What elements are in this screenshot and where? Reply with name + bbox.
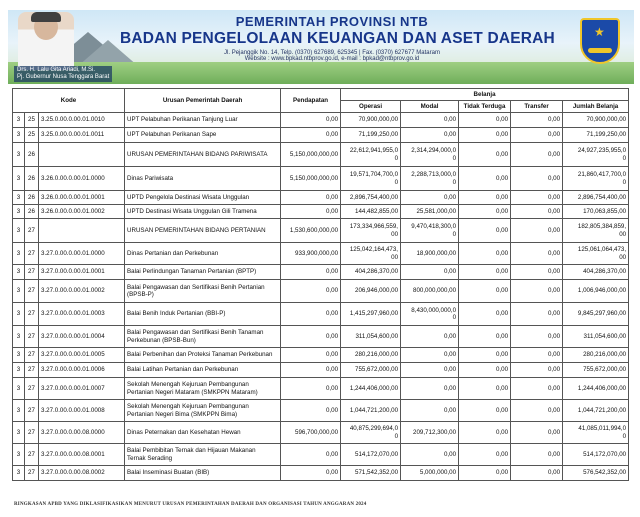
modal-cell: 0,00 bbox=[401, 191, 459, 205]
jumlah-belanja-cell: 9,845,297,960,00 bbox=[563, 303, 629, 326]
operasi-cell: 70,900,000,00 bbox=[341, 113, 401, 128]
tidak-terduga-cell: 0,00 bbox=[459, 191, 511, 205]
operasi-cell: 173,334,966,559, 00 bbox=[341, 219, 401, 243]
tidak-terduga-cell: 0,00 bbox=[459, 363, 511, 378]
table-row bbox=[13, 363, 629, 378]
jumlah-belanja-cell: 182,805,384,859, 00 bbox=[563, 219, 629, 243]
tidak-terduga-cell: 0,00 bbox=[459, 113, 511, 128]
pendapatan-cell: 1,530,600,000,00 bbox=[281, 219, 341, 243]
kode-cell: 3.27.0.00.0.00.01.0004 bbox=[39, 326, 125, 348]
col-a: 3 bbox=[13, 378, 25, 400]
col-b: 27 bbox=[25, 243, 39, 265]
ntb-emblem-icon bbox=[580, 18, 620, 64]
transfer-cell: 0,00 bbox=[511, 326, 563, 348]
col-b: 27 bbox=[25, 466, 39, 481]
modal-cell: 209,712,300,00 bbox=[401, 422, 459, 444]
operasi-cell: 514,172,070,00 bbox=[341, 444, 401, 466]
modal-cell: 0,00 bbox=[401, 128, 459, 143]
urusan-cell: URUSAN PEMERINTAHAN BIDANG PARIWISATA bbox=[125, 143, 281, 167]
transfer-cell: 0,00 bbox=[511, 128, 563, 143]
tidak-terduga-cell: 0,00 bbox=[459, 280, 511, 303]
tidak-terduga-cell: 0,00 bbox=[459, 205, 511, 219]
kode-cell bbox=[39, 143, 125, 167]
col-a: 3 bbox=[13, 243, 25, 265]
kode-cell: 3.27.0.00.0.00.08.0002 bbox=[39, 466, 125, 481]
col-a: 3 bbox=[13, 128, 25, 143]
jumlah-belanja-cell: 71,199,250,00 bbox=[563, 128, 629, 143]
transfer-cell: 0,00 bbox=[511, 265, 563, 280]
col-a: 3 bbox=[13, 348, 25, 363]
jumlah-belanja-cell: 24,927,235,955,0 0 bbox=[563, 143, 629, 167]
urusan-cell: Balai Latihan Pertanian dan Perkebunan bbox=[125, 363, 281, 378]
modal-cell: 0,00 bbox=[401, 400, 459, 422]
jumlah-belanja-cell: 1,006,946,000,00 bbox=[563, 280, 629, 303]
header-transfer: Transfer bbox=[511, 101, 563, 113]
governor-role: Pj. Gubernur Nusa Tenggara Barat bbox=[17, 74, 110, 80]
transfer-cell: 0,00 bbox=[511, 191, 563, 205]
kode-cell: 3.27.0.00.0.00.08.0000 bbox=[39, 422, 125, 444]
pendapatan-cell: 0,00 bbox=[281, 378, 341, 400]
table-row bbox=[13, 466, 629, 481]
modal-cell: 0,00 bbox=[401, 113, 459, 128]
operasi-cell: 571,542,352,00 bbox=[341, 466, 401, 481]
col-b: 27 bbox=[25, 363, 39, 378]
urusan-cell: Balai Pengawasan dan Sertifikasi Benih Pertanian (BPSB-P) bbox=[125, 280, 281, 303]
tidak-terduga-cell: 0,00 bbox=[459, 265, 511, 280]
kode-cell: 3.27.0.00.0.00.01.0005 bbox=[39, 348, 125, 363]
pendapatan-cell: 5,150,000,000,00 bbox=[281, 143, 341, 167]
jumlah-belanja-cell: 41,085,011,994,0 0 bbox=[563, 422, 629, 444]
governor-photo bbox=[18, 12, 74, 70]
kode-cell: 3.25.0.00.0.00.01.0010 bbox=[39, 113, 125, 128]
header-kode: Kode bbox=[13, 89, 125, 113]
tidak-terduga-cell: 0,00 bbox=[459, 444, 511, 466]
table-row bbox=[13, 191, 629, 205]
tidak-terduga-cell: 0,00 bbox=[459, 167, 511, 191]
kode-cell: 3.26.0.00.0.00.01.0000 bbox=[39, 167, 125, 191]
tidak-terduga-cell: 0,00 bbox=[459, 400, 511, 422]
urusan-cell: Balai Pembibitan Ternak dan Hijauan Makanan Ternak Serading bbox=[125, 444, 281, 466]
operasi-cell: 22,612,941,955,0 0 bbox=[341, 143, 401, 167]
header-title-line1: PEMERINTAH PROVINSI NTB bbox=[235, 14, 429, 29]
emblem-wave-icon bbox=[588, 48, 612, 53]
transfer-cell: 0,00 bbox=[511, 466, 563, 481]
kode-cell: 3.27.0.00.0.00.01.0008 bbox=[39, 400, 125, 422]
col-b: 27 bbox=[25, 444, 39, 466]
tidak-terduga-cell: 0,00 bbox=[459, 348, 511, 363]
header-address: Jl. Pejanggik No. 14, Telp. (0370) 627689, 625345 | Fax. (0370) 627677 Mataram bbox=[224, 50, 440, 56]
col-b: 27 bbox=[25, 280, 39, 303]
col-a: 3 bbox=[13, 219, 25, 243]
kode-cell: 3.27.0.00.0.00.01.0001 bbox=[39, 265, 125, 280]
header-jumlah-belanja: Jumlah Belanja bbox=[563, 101, 629, 113]
modal-cell: 8,430,000,000,0 0 bbox=[401, 303, 459, 326]
tidak-terduga-cell: 0,00 bbox=[459, 326, 511, 348]
operasi-cell: 1,044,721,200,00 bbox=[341, 400, 401, 422]
col-b: 27 bbox=[25, 378, 39, 400]
jumlah-belanja-cell: 125,061,064,473, 00 bbox=[563, 243, 629, 265]
operasi-cell: 2,896,754,400,00 bbox=[341, 191, 401, 205]
operasi-cell: 1,415,297,960,00 bbox=[341, 303, 401, 326]
jumlah-belanja-cell: 70,900,000,00 bbox=[563, 113, 629, 128]
transfer-cell: 0,00 bbox=[511, 205, 563, 219]
urusan-cell: Balai Benih Induk Pertanian (BBI-P) bbox=[125, 303, 281, 326]
urusan-cell: UPTD Pengelola Destinasi Wisata Unggulan bbox=[125, 191, 281, 205]
table-row bbox=[13, 444, 629, 466]
col-a: 3 bbox=[13, 466, 25, 481]
urusan-cell: Dinas Peternakan dan Kesehatan Hewan bbox=[125, 422, 281, 444]
col-a: 3 bbox=[13, 444, 25, 466]
col-b: 27 bbox=[25, 326, 39, 348]
jumlah-belanja-cell: 755,672,000,00 bbox=[563, 363, 629, 378]
table-row bbox=[13, 128, 629, 143]
governor-name: Drs. H. Lalu Gita Ariadi, M.Si. bbox=[17, 67, 96, 73]
governor-caption bbox=[14, 66, 112, 82]
kode-cell: 3.27.0.00.0.00.01.0006 bbox=[39, 363, 125, 378]
table-row bbox=[13, 167, 629, 191]
table-row bbox=[13, 378, 629, 400]
header-operasi: Operasi bbox=[341, 101, 401, 113]
modal-cell: 0,00 bbox=[401, 265, 459, 280]
table-row bbox=[13, 326, 629, 348]
header-pendapatan: Pendapatan bbox=[281, 89, 341, 113]
transfer-cell: 0,00 bbox=[511, 422, 563, 444]
kode-cell: 3.27.0.00.0.00.01.0000 bbox=[39, 243, 125, 265]
portrait-cap bbox=[31, 12, 61, 22]
header-website: Website : www.bpkad.ntbprov.go.id, e-mail : bpkad@ntbprov.go.id bbox=[244, 56, 420, 62]
tidak-terduga-cell: 0,00 bbox=[459, 303, 511, 326]
pendapatan-cell: 0,00 bbox=[281, 280, 341, 303]
jumlah-belanja-cell: 514,172,070,00 bbox=[563, 444, 629, 466]
operasi-cell: 1,244,406,000,00 bbox=[341, 378, 401, 400]
transfer-cell: 0,00 bbox=[511, 400, 563, 422]
col-a: 3 bbox=[13, 113, 25, 128]
urusan-cell: UPT Pelabuhan Perikanan Tanjung Luar bbox=[125, 113, 281, 128]
header-banner bbox=[8, 10, 634, 84]
col-a: 3 bbox=[13, 326, 25, 348]
col-b: 27 bbox=[25, 219, 39, 243]
kode-cell: 3.27.0.00.0.00.01.0002 bbox=[39, 280, 125, 303]
col-b: 26 bbox=[25, 205, 39, 219]
modal-cell: 0,00 bbox=[401, 363, 459, 378]
col-b: 26 bbox=[25, 167, 39, 191]
col-b: 26 bbox=[25, 143, 39, 167]
pendapatan-cell: 0,00 bbox=[281, 444, 341, 466]
transfer-cell: 0,00 bbox=[511, 378, 563, 400]
kode-cell: 3.25.0.00.0.00.01.0011 bbox=[39, 128, 125, 143]
jumlah-belanja-cell: 21,860,417,700,0 0 bbox=[563, 167, 629, 191]
transfer-cell: 0,00 bbox=[511, 243, 563, 265]
transfer-cell: 0,00 bbox=[511, 444, 563, 466]
urusan-cell: Dinas Pariwisata bbox=[125, 167, 281, 191]
emblem-star-icon: ★ bbox=[594, 25, 605, 39]
tidak-terduga-cell: 0,00 bbox=[459, 466, 511, 481]
header-modal: Modal bbox=[401, 101, 459, 113]
tidak-terduga-cell: 0,00 bbox=[459, 219, 511, 243]
modal-cell: 0,00 bbox=[401, 444, 459, 466]
operasi-cell: 404,286,370,00 bbox=[341, 265, 401, 280]
jumlah-belanja-cell: 2,896,754,400,00 bbox=[563, 191, 629, 205]
urusan-cell: Balai Inseminasi Buatan (BIB) bbox=[125, 466, 281, 481]
jumlah-belanja-cell: 404,286,370,00 bbox=[563, 265, 629, 280]
col-b: 27 bbox=[25, 348, 39, 363]
col-b: 27 bbox=[25, 422, 39, 444]
operasi-cell: 40,875,299,694,0 0 bbox=[341, 422, 401, 444]
col-b: 26 bbox=[25, 191, 39, 205]
transfer-cell: 0,00 bbox=[511, 219, 563, 243]
modal-cell: 2,288,713,000,0 0 bbox=[401, 167, 459, 191]
col-a: 3 bbox=[13, 167, 25, 191]
col-a: 3 bbox=[13, 303, 25, 326]
header-title-line2: BADAN PENGELOLAAN KEUANGAN DAN ASET DAERAH bbox=[120, 30, 555, 47]
modal-cell: 9,470,418,300,0 0 bbox=[401, 219, 459, 243]
table-row bbox=[13, 348, 629, 363]
budget-table bbox=[12, 88, 629, 481]
table-row bbox=[13, 280, 629, 303]
jumlah-belanja-cell: 311,054,600,00 bbox=[563, 326, 629, 348]
tidak-terduga-cell: 0,00 bbox=[459, 243, 511, 265]
col-a: 3 bbox=[13, 205, 25, 219]
tidak-terduga-cell: 0,00 bbox=[459, 378, 511, 400]
transfer-cell: 0,00 bbox=[511, 143, 563, 167]
jumlah-belanja-cell: 576,542,352,00 bbox=[563, 466, 629, 481]
operasi-cell: 755,672,000,00 bbox=[341, 363, 401, 378]
jumlah-belanja-cell: 1,044,721,200,00 bbox=[563, 400, 629, 422]
operasi-cell: 206,946,000,00 bbox=[341, 280, 401, 303]
urusan-cell: Dinas Pertanian dan Perkebunan bbox=[125, 243, 281, 265]
jumlah-belanja-cell: 280,216,000,00 bbox=[563, 348, 629, 363]
pendapatan-cell: 5,150,000,000,00 bbox=[281, 167, 341, 191]
urusan-cell: Balai Perbenihan dan Proteksi Tanaman Perkebunan bbox=[125, 348, 281, 363]
modal-cell: 0,00 bbox=[401, 326, 459, 348]
tidak-terduga-cell: 0,00 bbox=[459, 143, 511, 167]
urusan-cell: URUSAN PEMERINTAHAN BIDANG PERTANIAN bbox=[125, 219, 281, 243]
transfer-cell: 0,00 bbox=[511, 348, 563, 363]
urusan-cell: Balai Pengawasan dan Sertifikasi Benih Tanaman Perkebunan (BPSB-Bun) bbox=[125, 326, 281, 348]
transfer-cell: 0,00 bbox=[511, 167, 563, 191]
footer-caption: RINGKASAN APBD YANG DIKLASIFIKASIKAN MENURUT URUSAN PEMERINTAHAN DAERAH DAN ORGANISASI TAHUN ANGGARAN 2024 bbox=[14, 502, 367, 507]
col-a: 3 bbox=[13, 280, 25, 303]
jumlah-belanja-cell: 170,063,855,00 bbox=[563, 205, 629, 219]
table-row bbox=[13, 265, 629, 280]
col-a: 3 bbox=[13, 191, 25, 205]
pendapatan-cell: 0,00 bbox=[281, 363, 341, 378]
header-title-block bbox=[120, 14, 555, 62]
col-b: 25 bbox=[25, 128, 39, 143]
modal-cell: 0,00 bbox=[401, 378, 459, 400]
pendapatan-cell: 0,00 bbox=[281, 191, 341, 205]
header-urusan: Urusan Pemerintah Daerah bbox=[125, 89, 281, 113]
tidak-terduga-cell: 0,00 bbox=[459, 128, 511, 143]
col-a: 3 bbox=[13, 265, 25, 280]
col-a: 3 bbox=[13, 422, 25, 444]
modal-cell: 0,00 bbox=[401, 348, 459, 363]
header-tidak-terduga: Tidak Terduga bbox=[459, 101, 511, 113]
table-row bbox=[13, 400, 629, 422]
col-a: 3 bbox=[13, 400, 25, 422]
operasi-cell: 71,199,250,00 bbox=[341, 128, 401, 143]
col-b: 27 bbox=[25, 303, 39, 326]
table-row bbox=[13, 422, 629, 444]
col-b: 27 bbox=[25, 265, 39, 280]
kode-cell: 3.27.0.00.0.00.01.0007 bbox=[39, 378, 125, 400]
modal-cell: 25,581,000,00 bbox=[401, 205, 459, 219]
transfer-cell: 0,00 bbox=[511, 363, 563, 378]
kode-cell: 3.27.0.00.0.00.01.0003 bbox=[39, 303, 125, 326]
modal-cell: 5,000,000,00 bbox=[401, 466, 459, 481]
header-belanja: Belanja bbox=[341, 89, 629, 101]
table-body bbox=[13, 113, 629, 481]
operasi-cell: 144,482,855,00 bbox=[341, 205, 401, 219]
pendapatan-cell: 0,00 bbox=[281, 326, 341, 348]
table-row bbox=[13, 303, 629, 326]
operasi-cell: 125,042,164,473, 00 bbox=[341, 243, 401, 265]
col-a: 3 bbox=[13, 143, 25, 167]
transfer-cell: 0,00 bbox=[511, 113, 563, 128]
tidak-terduga-cell: 0,00 bbox=[459, 422, 511, 444]
pendapatan-cell: 0,00 bbox=[281, 113, 341, 128]
kode-cell bbox=[39, 219, 125, 243]
kode-cell: 3.26.0.00.0.00.01.0001 bbox=[39, 191, 125, 205]
pendapatan-cell: 0,00 bbox=[281, 128, 341, 143]
urusan-cell: Sekolah Menengah Kejuruan Pembangunan Pertanian Negeri Mataram (SMKPPN Mataram) bbox=[125, 378, 281, 400]
urusan-cell: Sekolah Menengah Kejuruan Pembangunan Pertanian Negeri Bima (SMKPPN Bima) bbox=[125, 400, 281, 422]
kode-cell: 3.27.0.00.0.00.08.0001 bbox=[39, 444, 125, 466]
transfer-cell: 0,00 bbox=[511, 303, 563, 326]
pendapatan-cell: 0,00 bbox=[281, 348, 341, 363]
table-row bbox=[13, 219, 629, 243]
modal-cell: 18,900,000,00 bbox=[401, 243, 459, 265]
pendapatan-cell: 0,00 bbox=[281, 400, 341, 422]
modal-cell: 2,314,294,000,0 0 bbox=[401, 143, 459, 167]
table-row bbox=[13, 113, 629, 128]
col-b: 27 bbox=[25, 400, 39, 422]
pendapatan-cell: 0,00 bbox=[281, 205, 341, 219]
jumlah-belanja-cell: 1,244,406,000,00 bbox=[563, 378, 629, 400]
operasi-cell: 19,571,704,700,0 0 bbox=[341, 167, 401, 191]
table-row bbox=[13, 143, 629, 167]
pendapatan-cell: 0,00 bbox=[281, 265, 341, 280]
col-a: 3 bbox=[13, 363, 25, 378]
modal-cell: 800,000,000,00 bbox=[401, 280, 459, 303]
operasi-cell: 311,054,600,00 bbox=[341, 326, 401, 348]
urusan-cell: Balai Perlindungan Tanaman Pertanian (BPTP) bbox=[125, 265, 281, 280]
pendapatan-cell: 0,00 bbox=[281, 466, 341, 481]
pendapatan-cell: 0,00 bbox=[281, 303, 341, 326]
urusan-cell: UPT Pelabuhan Perikanan Sape bbox=[125, 128, 281, 143]
table-row bbox=[13, 243, 629, 265]
table-row bbox=[13, 205, 629, 219]
transfer-cell: 0,00 bbox=[511, 280, 563, 303]
kode-cell: 3.26.0.00.0.00.01.0002 bbox=[39, 205, 125, 219]
operasi-cell: 280,216,000,00 bbox=[341, 348, 401, 363]
urusan-cell: UPTD Destinasi Wisata Unggulan Gili Tramena bbox=[125, 205, 281, 219]
pendapatan-cell: 596,700,000,00 bbox=[281, 422, 341, 444]
pendapatan-cell: 933,900,000,00 bbox=[281, 243, 341, 265]
col-b: 25 bbox=[25, 113, 39, 128]
